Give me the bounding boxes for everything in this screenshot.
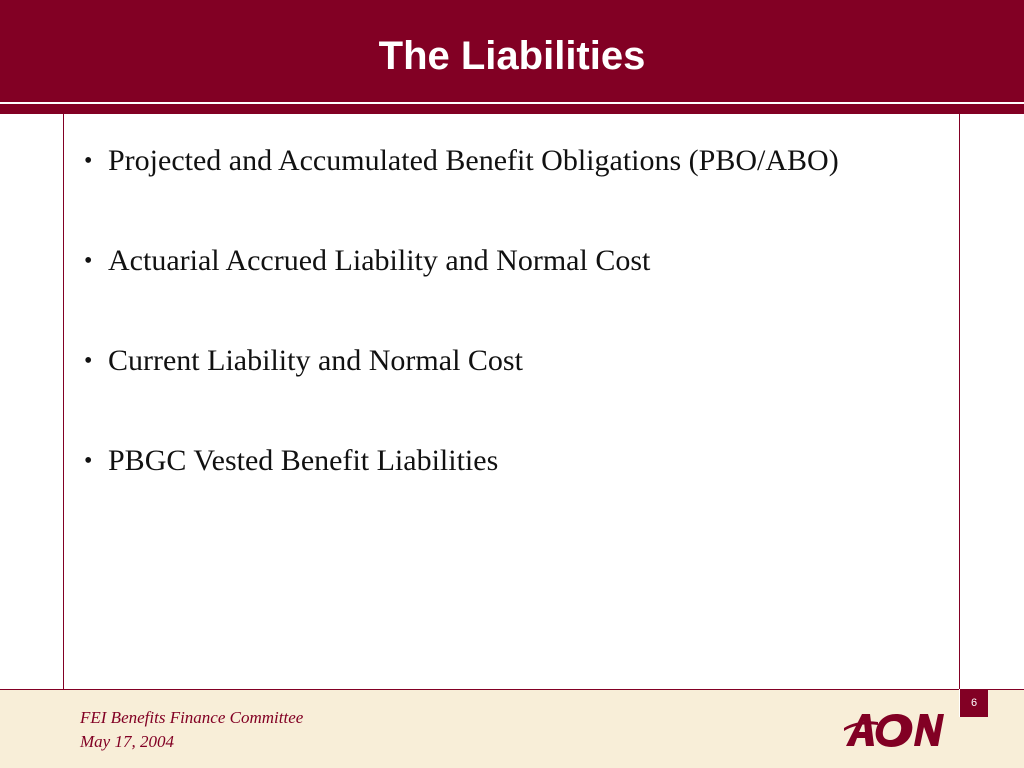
bullet-item: [84, 440, 944, 482]
bullet-marker: •: [84, 348, 93, 374]
footer-date: May 17, 2004: [80, 732, 174, 751]
title-bar: [0, 0, 1024, 102]
bullet-marker: •: [84, 148, 93, 174]
bullet-text: Current Liability and Normal Cost: [108, 344, 523, 377]
aon-logo-icon: [844, 708, 944, 752]
footer-committee: FEI Benefits Finance Committee: [80, 708, 304, 727]
bullet-marker: •: [84, 248, 93, 274]
slide-title: The Liabilities: [378, 34, 646, 78]
bullet-text: Projected and Accumulated Benefit Obligations (PBO/ABO): [108, 144, 839, 177]
left-margin-rule: [63, 114, 64, 768]
footer-caption: [80, 706, 303, 754]
bullet-item: [84, 240, 944, 282]
header-band: [0, 104, 1024, 114]
bullet-text: PBGC Vested Benefit Liabilities: [108, 444, 499, 477]
bullet-text: Actuarial Accrued Liability and Normal Cost: [108, 244, 651, 277]
bullet-item: [84, 340, 944, 382]
page-number: 6: [959, 689, 988, 717]
bullet-list: [84, 140, 944, 540]
bullet-marker: •: [84, 448, 93, 474]
right-margin-rule: [959, 114, 960, 768]
bullet-item: [84, 140, 944, 182]
